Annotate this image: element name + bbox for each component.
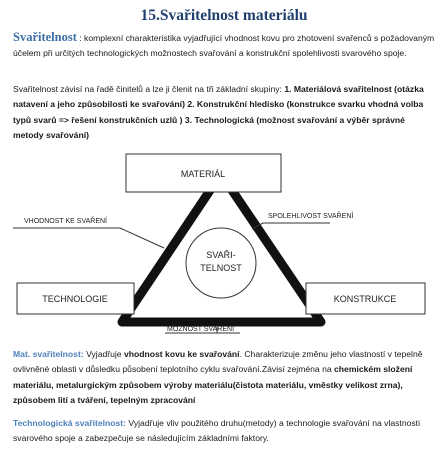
material-bold-1: vhodnost kovu ke svařování <box>123 349 240 359</box>
technological-weldability-paragraph <box>13 416 435 447</box>
factors-groups: 1. Materiálová svařitelnost (otázka natavení a jeho způsobilosti ke svařování) 2. Konstrukční hledisko (konstrukce svarku vhodná volba typů svarů => řešení konstrukčních uzlů ) 3. Technologická (možnost svařování a výběr správné metody svařování) <box>13 84 424 141</box>
page-title: 15.Svařitelnost materiálu <box>140 7 308 24</box>
center-label-1: SVAŘI- <box>206 250 236 260</box>
box-technology-label: TECHNOLOGIE <box>42 294 108 304</box>
technological-text: Vyjadřuje vliv použitého druhu(metody) a technologie svařování na vlastnosti svarového spoje a zabezpečuje se následujícím základními faktory. <box>13 418 420 444</box>
label-possibility: MOŽNOST SVAŘENÍ <box>167 326 235 333</box>
factors-paragraph <box>13 82 435 144</box>
label-reliability: SPOLEHLIVOST SVAŘENÍ <box>268 213 354 220</box>
definition-term: Svařitelnost <box>13 30 77 44</box>
leader-top-left <box>120 228 164 248</box>
label-suitability: VHODNOST KE SVAŘENÍ <box>24 218 107 225</box>
material-text-3: Závisí zejména na <box>261 364 335 375</box>
technological-weldability-term: Technologická svařitelnost: <box>13 418 127 428</box>
box-construction-label: KONSTRUKCE <box>333 294 397 304</box>
factors-intro: Svařitelnost závisí na řadě činitelů a lze ji členit na tři základní skupiny: <box>13 84 285 94</box>
definition-text: : komplexní charakteristika vyjadřující vhodnost kovu pro zhotovení svařenců s požadovaným účelem při určitých technologických možnostech svařování a konstrukční spolehlivosti svarového spoje. <box>13 33 435 59</box>
material-text-1: Vyjadřuje <box>83 349 124 359</box>
material-weldability-term: Mat. svařitelnost: <box>13 349 84 359</box>
material-text-2: . Charakterizuje změnu jeho vlastností v tepelně ovlivněné oblasti v důsledku působení teplotního cyklu svařování. <box>13 349 423 375</box>
definition-paragraph <box>13 30 435 62</box>
material-weldability-paragraph <box>13 347 435 409</box>
material-bold-2: chemickém složení materiálu, metalurgickým způsobem výroby materiálu(čistota materiálu, vměstky velikost zrna), <box>13 364 413 390</box>
box-material-label: MATERIÁL <box>180 169 226 179</box>
center-label-2: TELNOST <box>200 263 242 273</box>
material-text-4: způsobem lití a tváření, tepelným zpracování <box>13 395 196 406</box>
weldability-diagram <box>0 150 448 345</box>
